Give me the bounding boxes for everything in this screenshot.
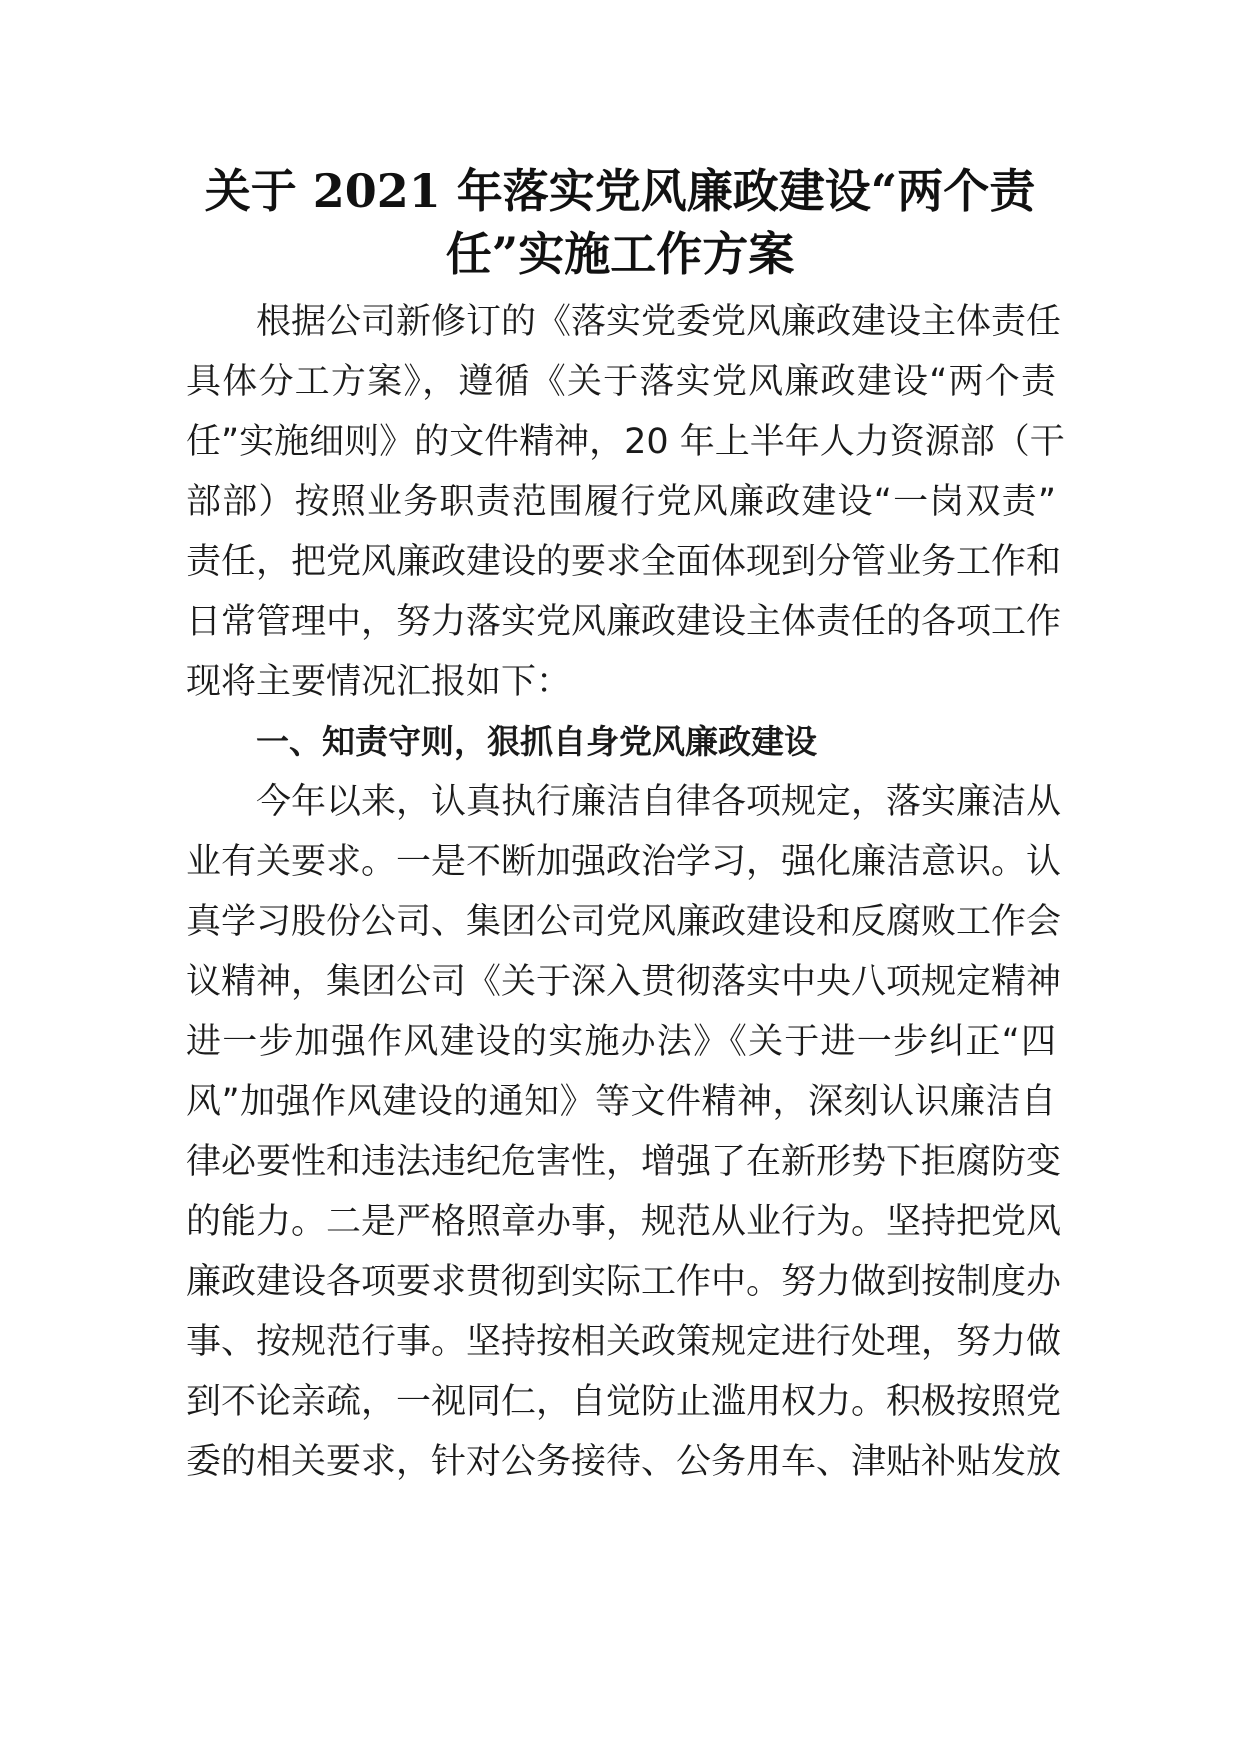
section-heading: 一、知责守则，狠抓自身党风廉政建设 xyxy=(256,722,817,761)
paragraph-line: 律必要性和违法违纪危害性，增强了在新形势下拒腐防变 xyxy=(186,1142,1062,1182)
paragraph-line: 风”加强作风建设的通知》等文件精神，深刻认识廉洁自 xyxy=(186,1082,1056,1122)
paragraph-line: 进一步加强作风建设的实施办法》《关于进一步纠正“四 xyxy=(186,1022,1056,1062)
paragraph-line: 根据公司新修订的《落实党委党风廉政建设主体责任 xyxy=(256,302,1062,342)
paragraph-line: 议精神，集团公司《关于深入贯彻落实中央八项规定精神 xyxy=(186,962,1062,1002)
paragraph-line: 日常管理中，努力落实党风廉政建设主体责任的各项工作 xyxy=(186,602,1062,642)
paragraph-line: 今年以来，认真执行廉洁自律各项规定，落实廉洁从 xyxy=(256,782,1062,822)
document-title xyxy=(150,160,1090,286)
paragraph-line: 的能力。二是严格照章办事，规范从业行为。坚持把党风 xyxy=(186,1202,1062,1242)
paragraph-line: 廉政建设各项要求贯彻到实际工作中。努力做到按制度办 xyxy=(186,1262,1062,1302)
paragraph-line: 部部）按照业务职责范围履行党风廉政建设“一岗双责” xyxy=(186,482,1056,522)
title-line-1: 关于 2021 年落实党风廉政建设“两个责 xyxy=(204,164,1036,218)
title-line-2: 任”实施工作方案 xyxy=(445,227,795,281)
paragraph-line: 业有关要求。一是不断加强政治学习，强化廉洁意识。认 xyxy=(186,842,1062,882)
paragraph-line: 具体分工方案》，遵循《关于落实党风廉政建设“两个责 xyxy=(186,362,1056,402)
paragraph-line: 委的相关要求，针对公务接待、公务用车、津贴补贴发放 xyxy=(186,1442,1062,1482)
paragraph-line: 到不论亲疏，一视同仁，自觉防止滥用权力。积极按照党 xyxy=(186,1382,1062,1422)
paragraph-line: 真学习股份公司、集团公司党风廉政建设和反腐败工作会 xyxy=(186,902,1062,942)
paragraph-line: 责任，把党风廉政建设的要求全面体现到分管业务工作和 xyxy=(186,542,1062,582)
paragraph-line: 任”实施细则》的文件精神，20 年上半年人力资源部（干 xyxy=(186,422,1065,462)
paragraph-line: 现将主要情况汇报如下： xyxy=(186,662,572,702)
paragraph-line: 事、按规范行事。坚持按相关政策规定进行处理，努力做 xyxy=(186,1322,1062,1362)
